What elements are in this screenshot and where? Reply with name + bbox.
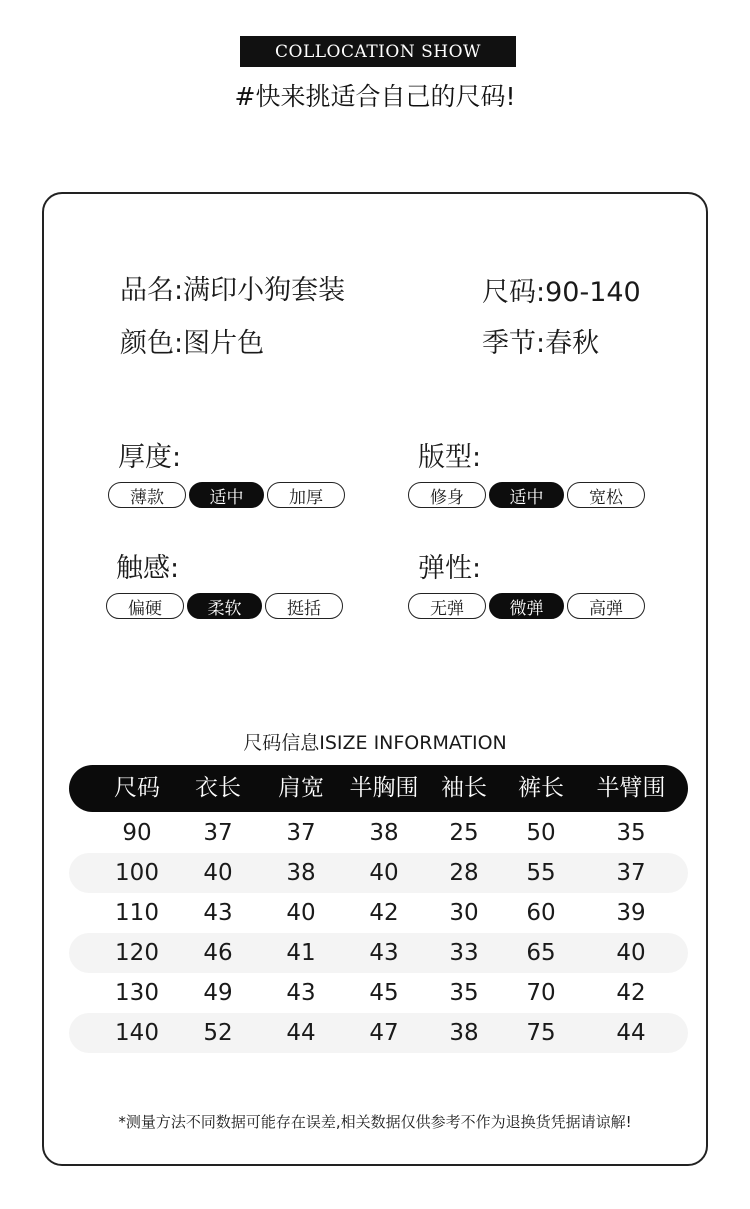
table-row (69, 893, 688, 933)
page-subtitle: #快来挑适合自己的尺码! (234, 82, 516, 111)
table-header-cell: 半臂围 (596, 775, 666, 801)
feel-title: 触感: (116, 553, 180, 584)
table-cell: 37 (616, 860, 646, 886)
table-cell: 75 (526, 1020, 556, 1046)
table-header-cell: 肩宽 (278, 775, 324, 801)
thickness-option-2: 加厚 (267, 482, 345, 508)
table-cell: 43 (286, 980, 316, 1006)
table-row (69, 813, 688, 853)
fit-option-1: 适中 (489, 482, 564, 508)
measurement-disclaimer: *测量方法不同数据可能存在误差,相关数据仅供参考不作为退换货凭据请谅解! (118, 1113, 632, 1131)
table-cell: 70 (526, 980, 556, 1006)
elasticity-option-1: 微弹 (489, 593, 564, 619)
fit-option-0: 修身 (408, 482, 486, 508)
table-cell: 41 (286, 940, 316, 966)
table-cell: 38 (449, 1020, 479, 1046)
feel-option-2: 挺括 (265, 593, 343, 619)
table-cell: 130 (115, 980, 159, 1006)
table-cell: 44 (616, 1020, 646, 1046)
thickness-option-1: 适中 (189, 482, 264, 508)
feel-option-0: 偏硬 (106, 593, 184, 619)
table-header-cell: 裤长 (518, 775, 564, 801)
table-cell: 90 (122, 820, 152, 846)
elasticity-title: 弹性: (418, 553, 482, 584)
collocation-show-banner: COLLOCATION SHOW (240, 36, 516, 67)
table-row (69, 1013, 688, 1053)
table-cell: 50 (526, 820, 556, 846)
table-cell: 35 (616, 820, 646, 846)
elasticity-option-2: 高弹 (567, 593, 645, 619)
table-cell: 140 (115, 1020, 159, 1046)
table-cell: 37 (286, 820, 316, 846)
table-header-cell: 袖长 (441, 775, 487, 801)
table-cell: 47 (369, 1020, 399, 1046)
table-cell: 46 (203, 940, 233, 966)
table-header-cell: 尺码 (114, 775, 160, 801)
table-cell: 28 (449, 860, 479, 886)
table-cell: 120 (115, 940, 159, 966)
table-cell: 40 (286, 900, 316, 926)
fit-option-2: 宽松 (567, 482, 645, 508)
table-row (69, 853, 688, 893)
size-table-header (69, 765, 688, 812)
table-cell: 100 (115, 860, 159, 886)
table-cell: 39 (616, 900, 646, 926)
table-cell: 42 (616, 980, 646, 1006)
table-cell: 33 (449, 940, 479, 966)
table-cell: 45 (369, 980, 399, 1006)
table-cell: 40 (369, 860, 399, 886)
table-cell: 55 (526, 860, 556, 886)
table-cell: 44 (286, 1020, 316, 1046)
product-color: 颜色:图片色 (120, 328, 265, 359)
table-cell: 38 (286, 860, 316, 886)
table-cell: 40 (203, 860, 233, 886)
table-header-cell: 衣长 (195, 775, 241, 801)
table-cell: 35 (449, 980, 479, 1006)
table-cell: 42 (369, 900, 399, 926)
product-season: 季节:春秋 (482, 328, 600, 359)
product-size-range: 尺码:90-140 (482, 277, 641, 308)
thickness-options (108, 482, 348, 508)
table-cell: 40 (616, 940, 646, 966)
table-row (69, 973, 688, 1013)
table-row (69, 933, 688, 973)
table-cell: 52 (203, 1020, 233, 1046)
table-cell: 65 (526, 940, 556, 966)
table-header-cell: 半胸围 (349, 775, 419, 801)
fit-options (408, 482, 648, 508)
table-cell: 49 (203, 980, 233, 1006)
thickness-option-0: 薄款 (108, 482, 186, 508)
table-cell: 110 (115, 900, 159, 926)
table-cell: 60 (526, 900, 556, 926)
size-table-title: 尺码信息ISIZE INFORMATION (243, 732, 507, 754)
feel-option-1: 柔软 (187, 593, 262, 619)
table-cell: 25 (449, 820, 479, 846)
thickness-title: 厚度: (118, 442, 182, 473)
table-cell: 43 (203, 900, 233, 926)
table-cell: 30 (449, 900, 479, 926)
feel-options (106, 593, 346, 619)
product-name: 品名:满印小狗套装 (120, 275, 346, 306)
table-cell: 43 (369, 940, 399, 966)
elasticity-options (408, 593, 648, 619)
table-cell: 38 (369, 820, 399, 846)
table-cell: 37 (203, 820, 233, 846)
elasticity-option-0: 无弹 (408, 593, 486, 619)
fit-title: 版型: (418, 442, 482, 473)
